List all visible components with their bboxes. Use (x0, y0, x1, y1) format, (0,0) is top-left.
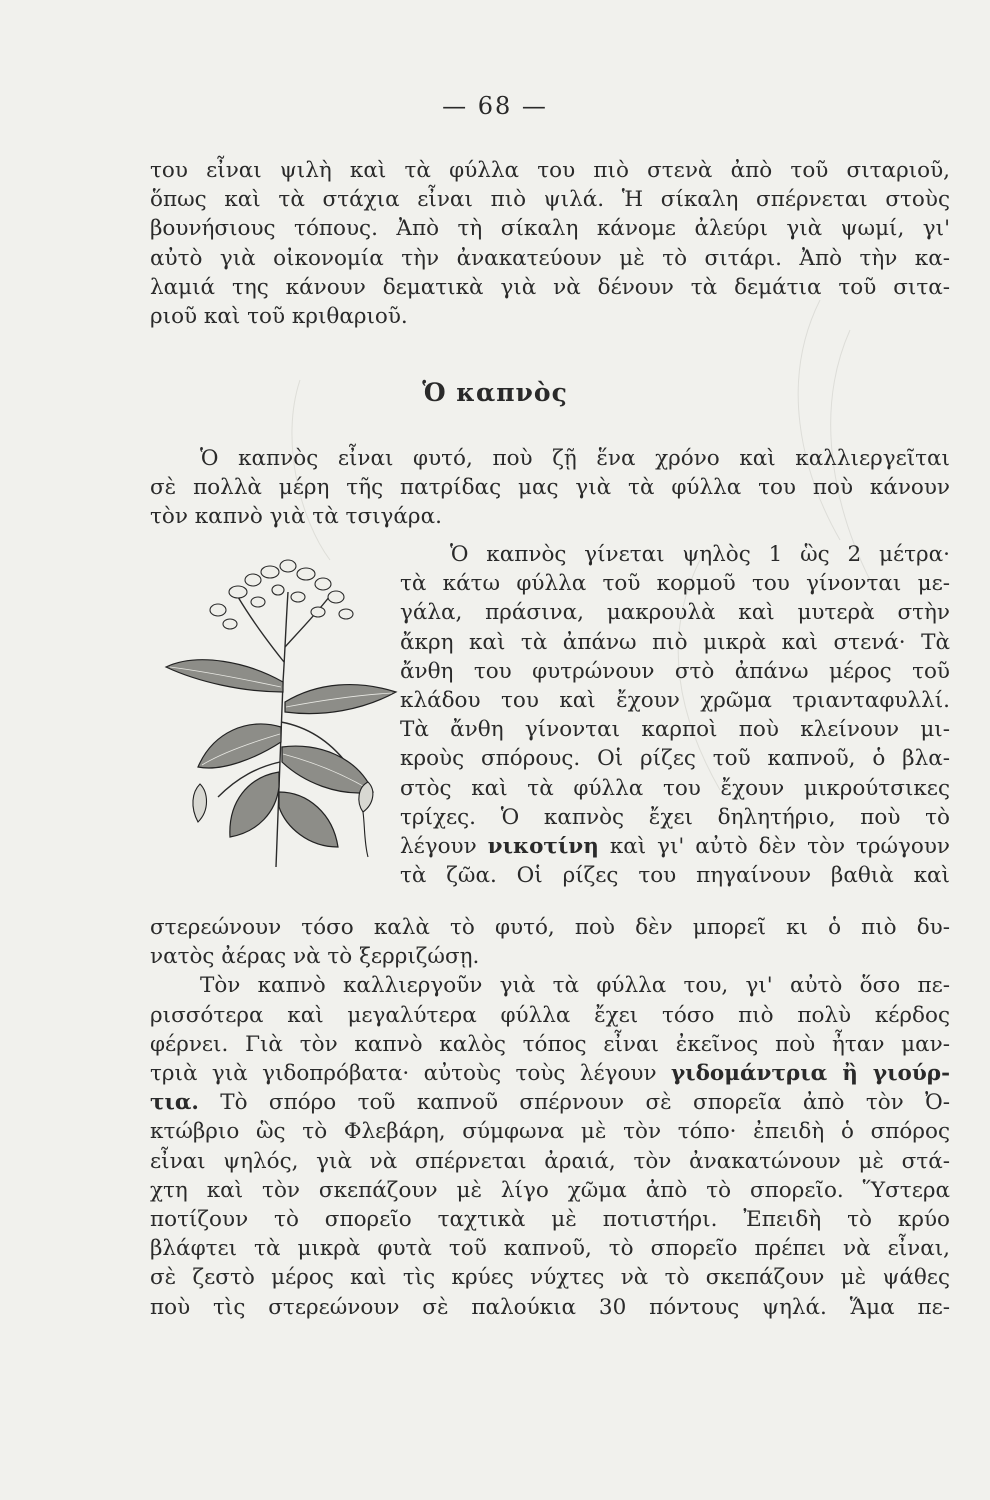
text-line: λαμιά της κάνουν δεματικὰ γιὰ νὰ δένουν τὰ δεμάτια τοῦ σιτα- (150, 274, 950, 300)
text-line (400, 832, 950, 861)
term-goat-pens: γιδομάντρια ἢ γιούρ- (670, 1061, 950, 1087)
text-line: αὐτὸ γιὰ οἰκονομία τὴν ἀνακατεύουν μὲ τὸ σιτάρι. Ἀπὸ τὴν κα- (150, 245, 950, 271)
text-line: ριοῦ καὶ τοῦ κριθαριοῦ. (150, 304, 408, 330)
text-line: ἄκρη καὶ τὰ ἀπάνω πιὸ μικρὰ καὶ στενά· Τὰ (400, 629, 950, 655)
text-line: του εἶναι ψιλὴ καὶ τὰ φύλλα του πιὸ στενὰ ἀπὸ τοῦ σιταριοῦ, (150, 158, 950, 183)
text-line: Τὰ ἄνθη γίνονται καρποὶ ποὺ κλείνουν μι- (400, 717, 950, 743)
text-line: Ὁ καπνὸς εἶναι φυτό, ποὺ ζῇ ἕνα χρόνο καὶ καλλιεργεῖται (200, 446, 950, 471)
text-line: σὲ ζεστὸ μέρος καὶ τὶς κρύες νύχτες νὰ τὸ σκεπάζουν μὲ ψάθες (150, 1265, 950, 1291)
text-line: Τὸν καπνὸ καλλιεργοῦν γιὰ τὰ φύλλα του, γι' αὐτὸ ὅσο πε- (200, 973, 950, 999)
paragraph-cultivation (150, 913, 950, 1322)
text-line: τρίχες. Ὁ καπνὸς ἔχει δηλητήριο, ποὺ τὸ (400, 804, 950, 830)
text-line: ποτίζουν τὸ σπορεῖο ταχτικὰ μὲ ποτιστήρι. Ἐπειδὴ τὸ κρύο (150, 1207, 950, 1233)
text-line: κροὺς σπόρους. Οἱ ρίζες τοῦ καπνοῦ, ὁ βλα- (400, 746, 950, 772)
text-line: νατὸς ἀέρας νὰ τὸ ξερριζώσῃ. (150, 944, 480, 970)
text-line: στερεώνουν τόσο καλὰ τὸ φυτό, ποὺ δὲν μπορεῖ κι ὁ πιὸ δυ- (150, 915, 950, 940)
text-line: τὰ κάτω φύλλα τοῦ κορμοῦ του γίνονται με- (400, 571, 950, 597)
section-heading: Ὁ καπνὸς (422, 378, 568, 407)
text-line: φέρνει. Γιὰ τὸν καπνὸ καλὸς τόπος εἶναι ἐκεῖνος ποὺ ἦταν μαν- (150, 1031, 950, 1057)
paragraph-tobacco-intro (150, 444, 950, 532)
text-line: βουνήσιους τόπους. Ἀπὸ τὴ σίκαλη κάνομε ἀλεύρι γιὰ ψωμί, γι' (150, 216, 950, 242)
text-line: γάλα, πράσινα, μακρουλὰ καὶ μυτερὰ στὴν (400, 600, 950, 626)
text-segment: τριὰ γιὰ γιδοπρόβατα· αὐτοὺς τοὺς λέγουν (150, 1061, 657, 1087)
text-line: βλάφτει τὰ μικρὰ φυτὰ τοῦ καπνοῦ, τὸ σπορεῖο πρέπει νὰ εἶναι, (150, 1236, 950, 1262)
text-line: σὲ πολλὰ μέρη τῆς πατρίδας μας γιὰ τὰ φύλλα του ποὺ κάνουν (150, 475, 950, 501)
nicotine-term: νικοτίνη (487, 834, 599, 860)
text-line: ἄνθη του φυτρώνουν στὸ ἀπάνω μέρος τοῦ (400, 658, 950, 684)
text-line: Ὁ καπνὸς γίνεται ψηλὸς 1 ὣς 2 μέτρα· (450, 542, 950, 567)
text-line: ὅπως καὶ τὰ στάχια εἶναι πιὸ ψιλά. Ἡ σίκαλη σπέρνεται στοὺς (150, 187, 950, 213)
term-goat-pens-end: τια. (150, 1090, 199, 1116)
text-segment: λέγουν (400, 834, 477, 860)
text-line: ποὺ τὶς στερεώνουν σὲ παλούκια 30 πόντους ψηλά. Ἅμα πε- (150, 1294, 950, 1320)
text-line: κλάδου του καὶ ἔχουν χρῶμα τριανταφυλλί. (400, 688, 950, 714)
text-line (150, 1059, 950, 1088)
text-line: τὰ ζῶα. Οἱ ρίζες του πηγαίνουν βαθιὰ καὶ (400, 863, 950, 889)
text-segment: Τὸ σπόρο τοῦ καπνοῦ σπέρνουν σὲ σπορεῖα ἀπὸ τὸν Ὀ- (220, 1090, 950, 1116)
text-line: εἶναι ψηλός, γιὰ νὰ σπέρνεται ἀραιά, τὸν ἀνακατώνουν μὲ στά- (150, 1148, 950, 1174)
page-number: — 68 — (442, 92, 548, 120)
paragraph-tobacco-description (400, 540, 950, 890)
tobacco-plant-illustration (158, 552, 403, 872)
text-segment: καὶ γι' αὐτὸ δὲν τὸν τρώγουν (609, 834, 950, 860)
text-line: στὸς καὶ τὰ φύλλα του ἔχουν μικρούτσικες (400, 775, 950, 801)
paragraph-rye (150, 156, 950, 331)
text-line (150, 1088, 950, 1117)
text-line: ρισσότερα καὶ μεγαλύτερα φύλλα ἔχει τόσο πιὸ πολὺ κέρδος (150, 1002, 950, 1028)
text-line: κτώβριο ὣς τὸ Φλεβάρη, σύμφωνα μὲ τὸν τόπο· ἐπειδὴ ὁ σπόρος (150, 1119, 950, 1145)
text-line: χτη καὶ τὸν σκεπάζουν μὲ λίγο χῶμα ἀπὸ τὸ σπορεῖο. Ὕστερα (150, 1177, 950, 1203)
text-line: τὸν καπνὸ γιὰ τὰ τσιγάρα. (150, 504, 442, 530)
